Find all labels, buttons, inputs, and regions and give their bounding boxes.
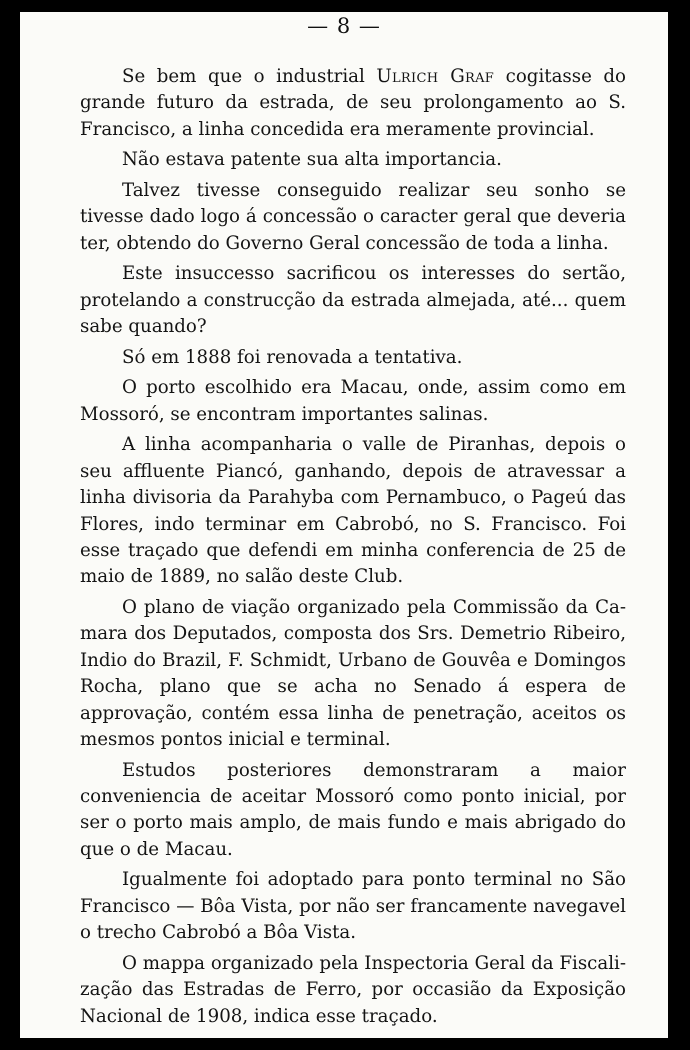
paragraph-1-end: cogitasse do grande futuro da estrada, de seu prolongamento ao S. Francisco, a linha concedida era meramente provincial. bbox=[80, 66, 626, 140]
page-number: — 8 — bbox=[307, 14, 381, 38]
paragraph-1 bbox=[80, 64, 626, 143]
paragraph-1-start: Se bem que o industrial bbox=[122, 66, 377, 87]
paragraph-9: Estudos posteriores demonstraram a maior conveniencia de aceitar Mossoró como ponto inicial, por ser o porto mais amplo, de mais fundo e mais abrigado do que o de Macau. bbox=[80, 759, 626, 860]
document-page bbox=[20, 12, 668, 1038]
paragraph-6: O porto escolhido era Macau, onde, assim como em Mossoró, se encontram importantes salinas. bbox=[80, 377, 626, 425]
paragraph-11: O mappa organizado pela Inspectoria Geral da Fiscalização das Estradas de Ferro, por occasião da Exposição Nacional de 1908, indica esse traçado. bbox=[80, 952, 626, 1027]
paragraph-3: Talvez tivesse conseguido realizar seu sonho se tivesse dado logo á concessão o caracter geral que deveria ter, obtendo do Governo Geral concessão de toda a linha. bbox=[80, 180, 626, 254]
person-name-ulrich-graf: Ulrich Graf bbox=[376, 66, 495, 87]
paragraph-8: O plano de viação organizado pela Commissão da Camara dos Deputados, composta dos Srs. Demetrio Ribeiro, Indio do Brazil, F. Schmidt, Urbano de Gouvêa e Domingos Rocha, plano que se acha no Senado á espera de approvação, contém essa linha de penetração, aceitos os mesmos pontos inicial e terminal. bbox=[80, 597, 626, 751]
paragraph-2: Não estava patente sua alta importancia. bbox=[122, 149, 502, 171]
body-text bbox=[80, 64, 626, 1034]
paragraph-7: A linha acompanharia o valle de Piranhas, depois o seu affluente Piancó, ganhando, depois de atravessar a linha divisoria da Parahyba com Pernambuco, o Pageú das Flores, indo terminar em Cabrobó, no S. Francisco. Foi esse traçado que defendi em minha conferencia de 25 de maio de 1889, no salão deste Club. bbox=[80, 434, 626, 588]
paragraph-10: Igualmente foi adoptado para ponto terminal no São Francisco — Bôa Vista, por não ser francamente navegavel o trecho Cabrobó a Bôa Vista. bbox=[80, 869, 626, 944]
paragraph-5: Só em 1888 foi renovada a tentativa. bbox=[122, 346, 463, 368]
paragraph-4: Este insuccesso sacrificou os interesses do sertão, protelando a construcção da estrada almejada, até... quem sabe quando? bbox=[80, 263, 626, 338]
